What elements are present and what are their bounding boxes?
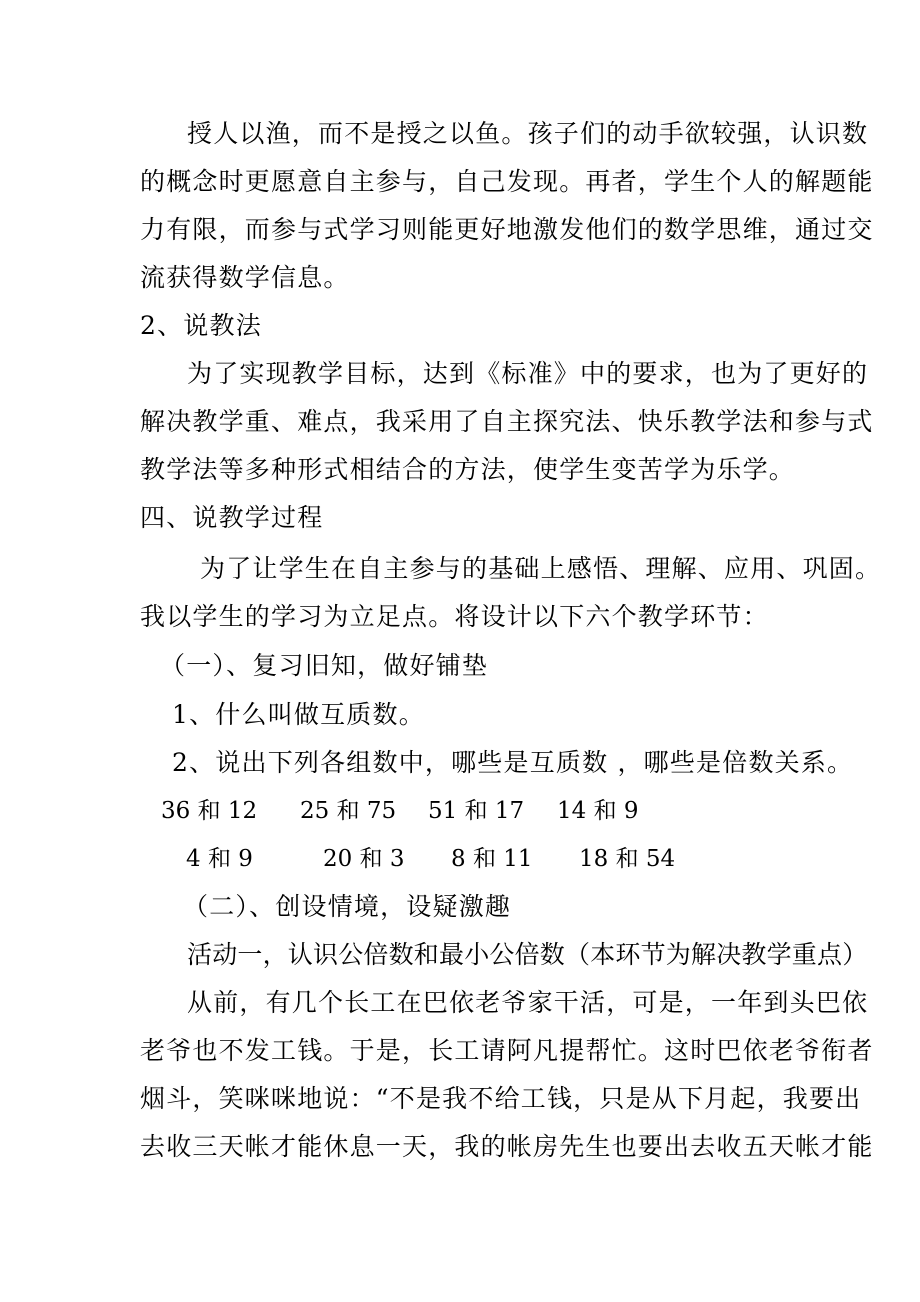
- paragraph-1-line-4: 流获得数学信息。: [140, 263, 350, 292]
- paragraph-3-line-1: 为了让学生在自主参与的基础上感悟、理解、应用、巩固。: [200, 554, 882, 583]
- section-1-title: （一）、复习旧知，做好铺垫: [160, 651, 489, 680]
- number-pair: 8 和 11: [451, 846, 533, 872]
- paragraph-2-line-2: 解决教学重、难点，我采用了自主探究法、快乐教学法和参与式: [140, 407, 874, 436]
- number-pair: 25 和 75: [300, 798, 397, 824]
- paragraph-1-line-1: 授人以渔，而不是授之以鱼。孩子们的动手欲较强，认识数: [187, 119, 869, 148]
- section-2-title: （二）、创设情境，设疑激趣: [183, 892, 512, 921]
- paragraph-4-line-3: 烟斗，笑咪咪地说：“不是我不给工钱，只是从下月起，我要出: [140, 1084, 862, 1113]
- paragraph-3-line-2: 我以学生的学习为立足点。将设计以下六个教学环节：: [140, 602, 769, 631]
- paragraph-4-line-1: 从前，有几个长工在巴依老爷家干活，可是，一年到头巴依: [187, 988, 869, 1017]
- heading-teaching-process: 四、说教学过程: [140, 503, 324, 532]
- paragraph-1-line-2: 的概念时更愿意自主参与，自己发现。再者，学生个人的解题能: [140, 167, 874, 196]
- number-pair: 36 和 12: [161, 798, 258, 824]
- number-pair: 20 和 3: [323, 846, 405, 872]
- number-pair: 51 和 17: [428, 798, 525, 824]
- activity-1-heading: 活动一，认识公倍数和最小公倍数（本环节为解决教学重点）: [187, 940, 868, 969]
- question-2: 2、说出下列各组数中，哪些是互质数 ，哪些是倍数关系。: [172, 748, 854, 777]
- number-pair: 18 和 54: [579, 846, 676, 872]
- heading-teaching-method: 2、说教法: [140, 311, 262, 340]
- number-pair: 4 和 9: [186, 846, 253, 872]
- paragraph-4-line-2: 老爷也不发工钱。于是，长工请阿凡提帮忙。这时巴依老爷衔者: [140, 1036, 874, 1065]
- number-pairs-row-1: [0, 794, 920, 828]
- number-pair: 14 和 9: [557, 798, 639, 824]
- paragraph-2-line-3: 教学法等多种形式相结合的方法，使学生变苦学为乐学。: [140, 455, 796, 484]
- paragraph-1-line-3: 力有限，而参与式学习则能更好地激发他们的数学思维，通过交: [140, 215, 874, 244]
- paragraph-4-line-4: 去收三天帐才能休息一天，我的帐房先生也要出去收五天帐才能: [140, 1132, 874, 1161]
- question-1: 1、什么叫做互质数。: [172, 700, 425, 729]
- paragraph-2-line-1: 为了实现教学目标，达到《标准》中的要求，也为了更好的: [187, 359, 869, 388]
- number-pairs-row-2: [0, 842, 920, 876]
